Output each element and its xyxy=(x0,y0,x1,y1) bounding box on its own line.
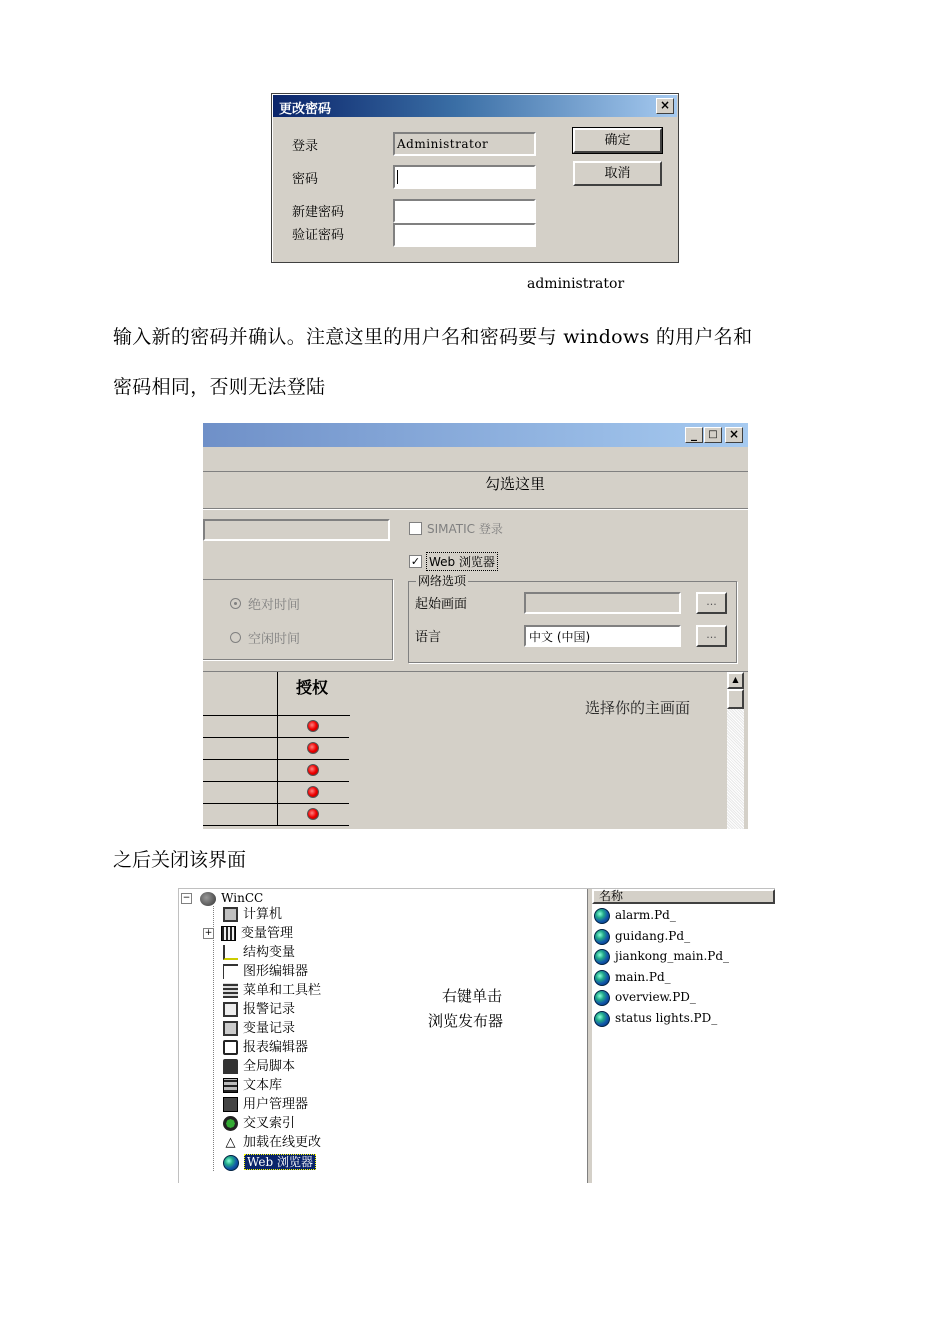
tree-item-label: 计算机 xyxy=(243,907,283,922)
login-label: 登录 xyxy=(292,139,319,154)
file-item[interactable] xyxy=(594,1008,717,1028)
paragraph-line-2: 密码相同，否则无法登陆 xyxy=(113,376,326,398)
tag-management-icon xyxy=(221,926,236,941)
text-cursor xyxy=(397,170,398,184)
triangle-icon: △ xyxy=(225,1135,236,1150)
dialog-title-bar xyxy=(273,95,677,117)
maximize-button[interactable]: □ xyxy=(704,427,722,443)
file-name: status lights.PD_ xyxy=(615,1011,718,1025)
file-item[interactable] xyxy=(594,905,676,925)
file-name: jiankong_main.Pd_ xyxy=(615,949,730,963)
tree-item-label: 菜单和工具栏 xyxy=(243,983,322,998)
idle-time-radio[interactable] xyxy=(230,632,241,643)
language-field[interactable] xyxy=(524,625,681,647)
tree-item-label: 结构变量 xyxy=(243,945,296,960)
cross-reference-icon xyxy=(223,1116,238,1131)
tree-item-structure-tags[interactable] xyxy=(223,943,295,962)
wincc-icon xyxy=(200,892,216,906)
globe-icon xyxy=(594,970,610,986)
authorization-header-cell[interactable] xyxy=(277,672,350,716)
globe-icon xyxy=(594,929,610,945)
status-red-icon xyxy=(307,786,319,798)
status-red-icon xyxy=(307,720,319,732)
tree-item-alarm-logging[interactable] xyxy=(223,1000,295,1019)
unnamed-field xyxy=(203,519,390,541)
globe-icon xyxy=(223,1155,239,1171)
web-browser-checkbox[interactable]: ✓ xyxy=(410,555,421,568)
time-group xyxy=(203,579,393,660)
file-name: main.Pd_ xyxy=(615,970,671,984)
scroll-up-button[interactable]: ▲ xyxy=(727,672,744,689)
file-list-pane xyxy=(592,889,775,1183)
change-password-dialog xyxy=(271,93,679,263)
name-column-header[interactable]: 名称 xyxy=(592,889,775,904)
tree-item-label: 用户管理器 xyxy=(243,1097,309,1112)
vertical-scrollbar[interactable] xyxy=(727,672,744,829)
table-row[interactable] xyxy=(203,760,349,782)
password-input[interactable] xyxy=(393,165,536,189)
authorization-rows xyxy=(203,716,349,829)
dialog-title: 更改密码 xyxy=(279,102,332,117)
tree-item-tag-logging[interactable] xyxy=(223,1019,295,1038)
tag-logging-icon xyxy=(223,1021,238,1036)
status-red-icon xyxy=(307,764,319,776)
tree-item-label: 图形编辑器 xyxy=(243,964,309,979)
tree-item-label: 报表编辑器 xyxy=(243,1040,309,1055)
close-button[interactable]: × xyxy=(725,427,743,443)
global-script-icon xyxy=(223,1059,238,1074)
tree-guide-line xyxy=(213,906,214,1171)
status-red-icon xyxy=(307,808,319,820)
report-designer-icon xyxy=(223,1040,238,1055)
new-password-input[interactable] xyxy=(393,199,536,223)
table-empty-area xyxy=(350,672,724,829)
start-screen-browse-button[interactable]: ... xyxy=(696,592,727,614)
tree-item-user-administrator[interactable] xyxy=(223,1095,308,1114)
verify-password-label: 验证密码 xyxy=(292,228,345,243)
user-administrator-icon xyxy=(223,1097,238,1112)
note-select-main-screen: 选择你的主画面 xyxy=(585,699,691,717)
tree-root[interactable]: − WinCC xyxy=(182,891,264,905)
ok-button[interactable]: 确定 xyxy=(573,128,662,153)
password-label: 密码 xyxy=(292,172,319,187)
table-row[interactable] xyxy=(203,782,349,804)
web-browser-label: Web 浏览器 xyxy=(426,552,498,571)
tree-item-label: 交叉索引 xyxy=(243,1116,296,1131)
language-browse-button[interactable]: ... xyxy=(696,625,727,647)
file-name: alarm.Pd_ xyxy=(615,908,676,922)
absolute-time-radio[interactable] xyxy=(230,598,241,609)
language-value: 中文 (中国) xyxy=(529,630,591,644)
dialog1-caption: administrator xyxy=(527,276,625,292)
verify-password-input[interactable] xyxy=(393,223,536,247)
authorization-table xyxy=(203,671,748,829)
tree-item-global-script[interactable] xyxy=(223,1057,295,1076)
tree-item-label: 文本库 xyxy=(243,1078,283,1093)
file-name: overview.PD_ xyxy=(615,990,696,1004)
simatic-login-label: SIMATIC 登录 xyxy=(427,522,503,536)
table-row[interactable] xyxy=(203,716,349,738)
computer-icon xyxy=(223,907,238,922)
table-row[interactable] xyxy=(203,804,349,826)
menus-toolbars-icon xyxy=(223,983,238,998)
minimize-button[interactable]: _ xyxy=(685,427,703,443)
tree-item-report-designer[interactable] xyxy=(223,1038,308,1057)
table-row[interactable] xyxy=(203,738,349,760)
start-screen-label: 起始画面 xyxy=(415,597,468,612)
network-options-title: 网络选项 xyxy=(418,574,467,588)
paragraph-2: 之后关闭该界面 xyxy=(113,849,247,871)
tree-item-graphics-designer[interactable] xyxy=(223,962,308,981)
globe-icon xyxy=(594,990,610,1006)
file-name: guidang.Pd_ xyxy=(615,929,691,943)
graphics-designer-icon xyxy=(223,964,238,979)
idle-time-label: 空闲时间 xyxy=(248,632,301,647)
settings-dialog xyxy=(203,423,748,829)
tree-item-web-navigator[interactable] xyxy=(223,1153,316,1172)
note-web-publisher: 浏览发布器 xyxy=(428,1012,504,1030)
absolute-time-label: 绝对时间 xyxy=(248,598,301,613)
status-red-icon xyxy=(307,742,319,754)
paragraph-line-1: 输入新的密码并确认。注意这里的用户名和密码要与 windows 的用户名和 xyxy=(113,326,753,348)
tree-item-tag-management[interactable]: + 变量管理 xyxy=(204,926,294,941)
file-item[interactable] xyxy=(594,946,729,966)
tree-root-label: WinCC xyxy=(221,891,264,905)
menu-bar xyxy=(203,447,748,472)
new-password-label: 新建密码 xyxy=(292,205,345,220)
text-library-icon xyxy=(223,1078,238,1093)
close-button[interactable]: × xyxy=(656,98,674,114)
simatic-login-checkbox[interactable] xyxy=(409,522,422,535)
separator xyxy=(203,508,748,509)
tree-item-cross-reference[interactable] xyxy=(223,1114,295,1133)
tree-item-computer[interactable] xyxy=(223,905,282,924)
note-check-here: 勾选这里 xyxy=(485,475,546,493)
tree-item-label-selected: Web 浏览器 xyxy=(244,1154,316,1170)
tree-item-label: 报警记录 xyxy=(243,1002,296,1017)
note-right-click: 右键单击 xyxy=(442,987,503,1005)
alarm-logging-icon xyxy=(223,1002,238,1017)
globe-icon xyxy=(594,908,610,924)
globe-icon xyxy=(594,1011,610,1027)
language-label: 语言 xyxy=(415,630,442,645)
tree-item-label: 变量记录 xyxy=(243,1021,296,1036)
structure-tags-icon xyxy=(223,945,238,960)
wincc-explorer xyxy=(178,888,775,1183)
tree-item-label: 加载在线更改 xyxy=(243,1135,322,1150)
start-screen-field[interactable] xyxy=(524,592,681,614)
file-item[interactable] xyxy=(594,926,690,946)
authorization-header: 授权 xyxy=(296,678,329,697)
tree-item-menus-toolbars[interactable] xyxy=(223,981,321,1000)
login-value: Administrator xyxy=(397,137,489,151)
globe-icon xyxy=(594,949,610,965)
dialog-title-bar xyxy=(203,423,748,447)
tree-item-load-online-changes[interactable] xyxy=(223,1133,321,1152)
cancel-button[interactable]: 取消 xyxy=(573,161,662,186)
tree-item-text-library[interactable] xyxy=(223,1076,282,1095)
login-field xyxy=(393,132,536,156)
file-item[interactable] xyxy=(594,987,696,1007)
tree-item-label: 全局脚本 xyxy=(243,1059,296,1074)
scroll-thumb[interactable] xyxy=(727,689,744,709)
file-item[interactable] xyxy=(594,967,671,987)
tree-item-label: 变量管理 xyxy=(241,926,294,941)
